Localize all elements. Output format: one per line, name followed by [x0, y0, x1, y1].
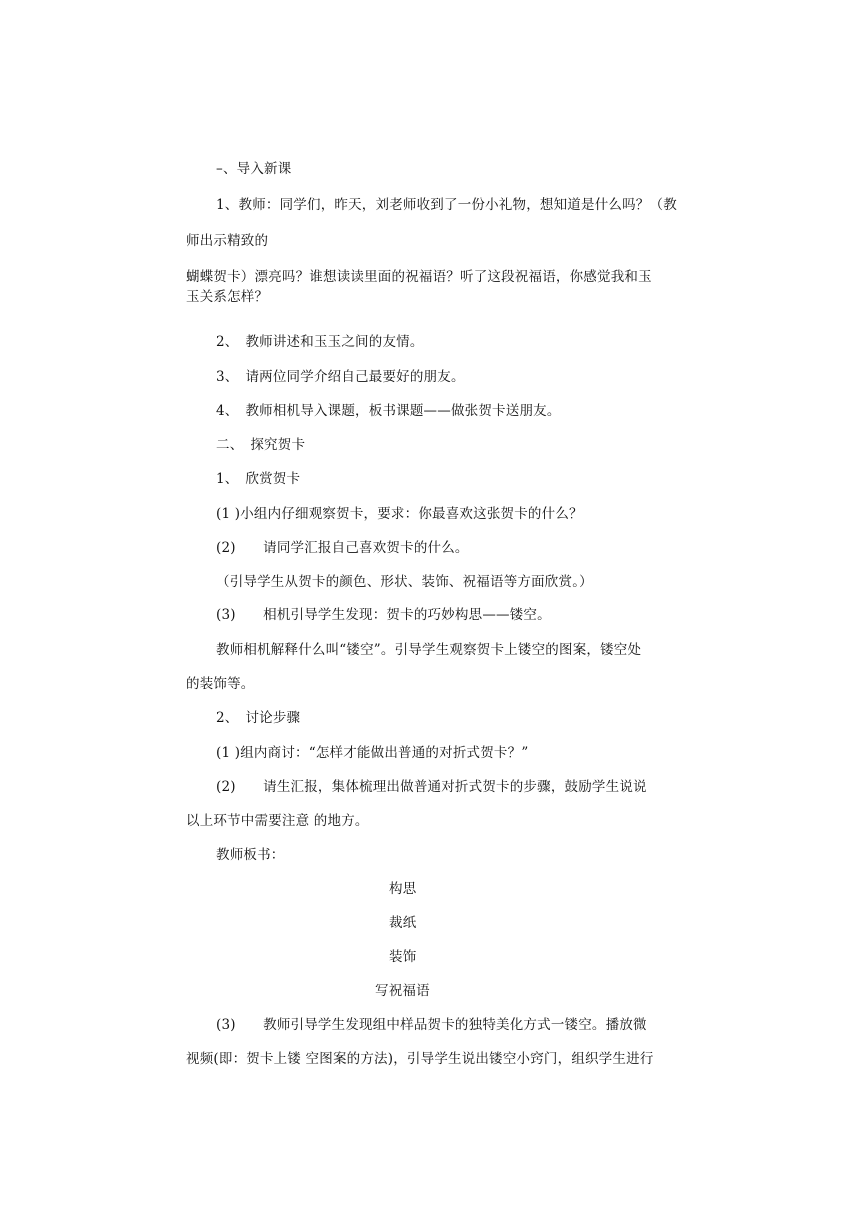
- paragraph-line: 教师相机解释什么叫“镂空”。引导学生观察贺卡上镂空的图案，镂空处: [216, 642, 642, 658]
- board-item: 裁纸: [389, 915, 417, 931]
- list-item: (1 )组内商讨：“怎样才能做出普通的对折式贺卡？”: [216, 745, 529, 761]
- paragraph-line: （引导学生从贺卡的颜色、形状、装饰、祝福语等方面欣赏。）: [216, 574, 593, 590]
- subheading: 1、 欣赏贺卡: [216, 471, 301, 487]
- board-item: 构思: [389, 881, 417, 897]
- list-item: 2、 教师讲述和玉玉之间的友情。: [216, 334, 424, 350]
- paragraph-line: 的装饰等。: [186, 676, 255, 692]
- board-item: 写祝福语: [375, 983, 430, 999]
- section-heading-explore: 二、 探究贺卡: [216, 437, 306, 453]
- list-item: (3) 教师引导学生发现组中样品贺卡的独特美化方式一镂空。播放微: [216, 1017, 647, 1033]
- list-item: (1 )小组内仔细观察贺卡，要求：你最喜欢这张贺卡的什么？: [216, 506, 583, 522]
- paragraph-line: 1、教师：同学们，昨天，刘老师收到了一份小礼物，想知道是什么吗？（教: [216, 197, 677, 213]
- section-heading-intro: –、导入新课: [216, 161, 292, 177]
- paragraph-line: 蝴蝶贺卡）漂亮吗？谁想读读里面的祝福语？听了这段祝福语，你感觉我和玉: [186, 269, 652, 285]
- paragraph-line: 玉关系怎样？: [186, 289, 269, 305]
- paragraph-line: 视频(即：贺卡上镂 空图案的方法)，引导学生说出镂空小窍门，组织学生进行: [186, 1051, 654, 1067]
- board-item: 装饰: [389, 949, 417, 965]
- list-item: 3、 请两位同学介绍自己最要好的朋友。: [216, 369, 465, 385]
- paragraph-line: 教师板书：: [216, 847, 285, 863]
- subheading: 2、 讨论步骤: [216, 710, 301, 726]
- list-item: (3) 相机引导学生发现：贺卡的巧妙构思——镂空。: [216, 607, 551, 623]
- list-item: (2) 请生汇报，集体梳理出做普通对折式贺卡的步骤，鼓励学生说说: [216, 779, 647, 795]
- paragraph-line: 师出示精致的: [186, 233, 269, 249]
- list-item: (2) 请同学汇报自己喜欢贺卡的什么。: [216, 540, 469, 556]
- list-item: 4、 教师相机导入课题，板书课题——做张贺卡送朋友。: [216, 403, 561, 419]
- paragraph-line: 以上环节中需要注意 的地方。: [186, 813, 369, 829]
